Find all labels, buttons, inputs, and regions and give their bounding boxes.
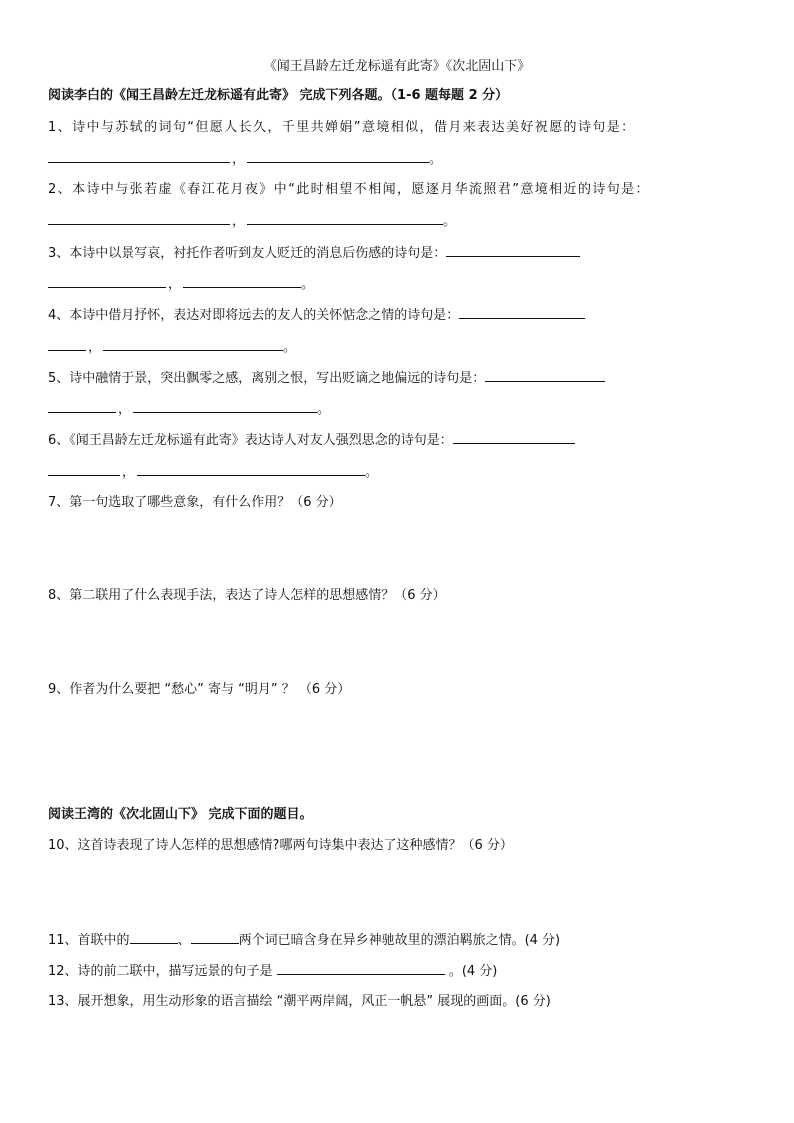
question-5: 5、诗中融情于景，突出飘零之感，离别之恨，写出贬谪之地偏远的诗句是： (48, 369, 605, 388)
answer-blank[interactable] (247, 212, 443, 225)
answer-line-1: ， 。 (48, 150, 442, 169)
question-3: 3、本诗中以景写哀，衬托作者听到友人贬迁的消息后伤感的诗句是： (48, 244, 580, 263)
question-4: 4、本诗中借月抒怀，表达对即将远去的友人的关怀惦念之情的诗句是： (48, 306, 585, 325)
answer-line-4: ， 。 (48, 338, 296, 357)
answer-blank[interactable] (247, 150, 429, 163)
answer-blank[interactable] (133, 400, 317, 413)
page-title: 《闻王昌龄左迁龙标遥有此寄》《次北固山下》 (263, 59, 531, 74)
question-7: 7、第一句选取了哪些意象，有什么作用？（6 分） (48, 495, 342, 510)
answer-line-2: ， 。 (48, 212, 456, 231)
answer-blank[interactable] (48, 150, 230, 163)
question-6: 6、《闻王昌龄左迁龙标遥有此寄》表达诗人对友人强烈思念的诗句是： (48, 431, 575, 450)
section1-heading: 阅读李白的《闻王昌龄左迁龙标遥有此寄》 完成下列各题。（1-6 题每题 2 分） (48, 88, 509, 103)
answer-blank[interactable] (103, 338, 283, 351)
answer-line-6: ， 。 (48, 463, 378, 482)
question-11: 11、首联中的 、 两个词已暗含身在异乡神驰故里的漂泊羁旅之情。(4 分) (48, 933, 561, 948)
answer-blank[interactable] (48, 463, 120, 476)
answer-blank[interactable] (183, 275, 301, 288)
question-8: 8、第二联用了什么表现手法，表达了诗人怎样的思想感情？（6 分） (48, 588, 446, 603)
answer-blank[interactable] (130, 931, 178, 944)
question-10: 10、这首诗表现了诗人怎样的思想感情?哪两句诗集中表达了这种感情？（6 分） (48, 838, 513, 853)
question-9: 9、作者为什么要把 “愁心” 寄与 “明月” ？ （6 分） (48, 682, 351, 697)
question-2: 2、本诗中与张若虚《春江花月夜》中“此时相望不相闻，愿逐月华流照君”意境相近的诗句是： (48, 182, 650, 197)
answer-blank[interactable] (137, 463, 365, 476)
answer-blank[interactable] (48, 275, 166, 288)
section2-heading: 阅读王湾的《次北固山下》 完成下面的题目。 (48, 807, 313, 822)
answer-blank[interactable] (48, 212, 230, 225)
answer-blank[interactable] (48, 338, 86, 351)
answer-line-3: ， 。 (48, 275, 314, 294)
answer-blank[interactable] (453, 431, 575, 444)
answer-blank[interactable] (191, 931, 239, 944)
answer-blank[interactable] (48, 400, 116, 413)
answer-blank[interactable] (485, 369, 605, 382)
answer-blank[interactable] (446, 244, 580, 257)
answer-blank[interactable] (277, 962, 445, 975)
question-13: 13、展开想象，用生动形象的语言描绘 “潮平两岸阔，风正一帆悬” 展现的画面。(6 分) (48, 994, 551, 1009)
question-1: 1、诗中与苏轼的词句“但愿人长久，千里共婵娟”意境相似，借月来表达美好祝愿的诗句是： (48, 120, 636, 135)
question-12: 12、诗的前二联中，描写远景的句子是 。(4 分) (48, 964, 498, 979)
answer-line-5: ， 。 (48, 400, 330, 419)
answer-blank[interactable] (459, 306, 585, 319)
